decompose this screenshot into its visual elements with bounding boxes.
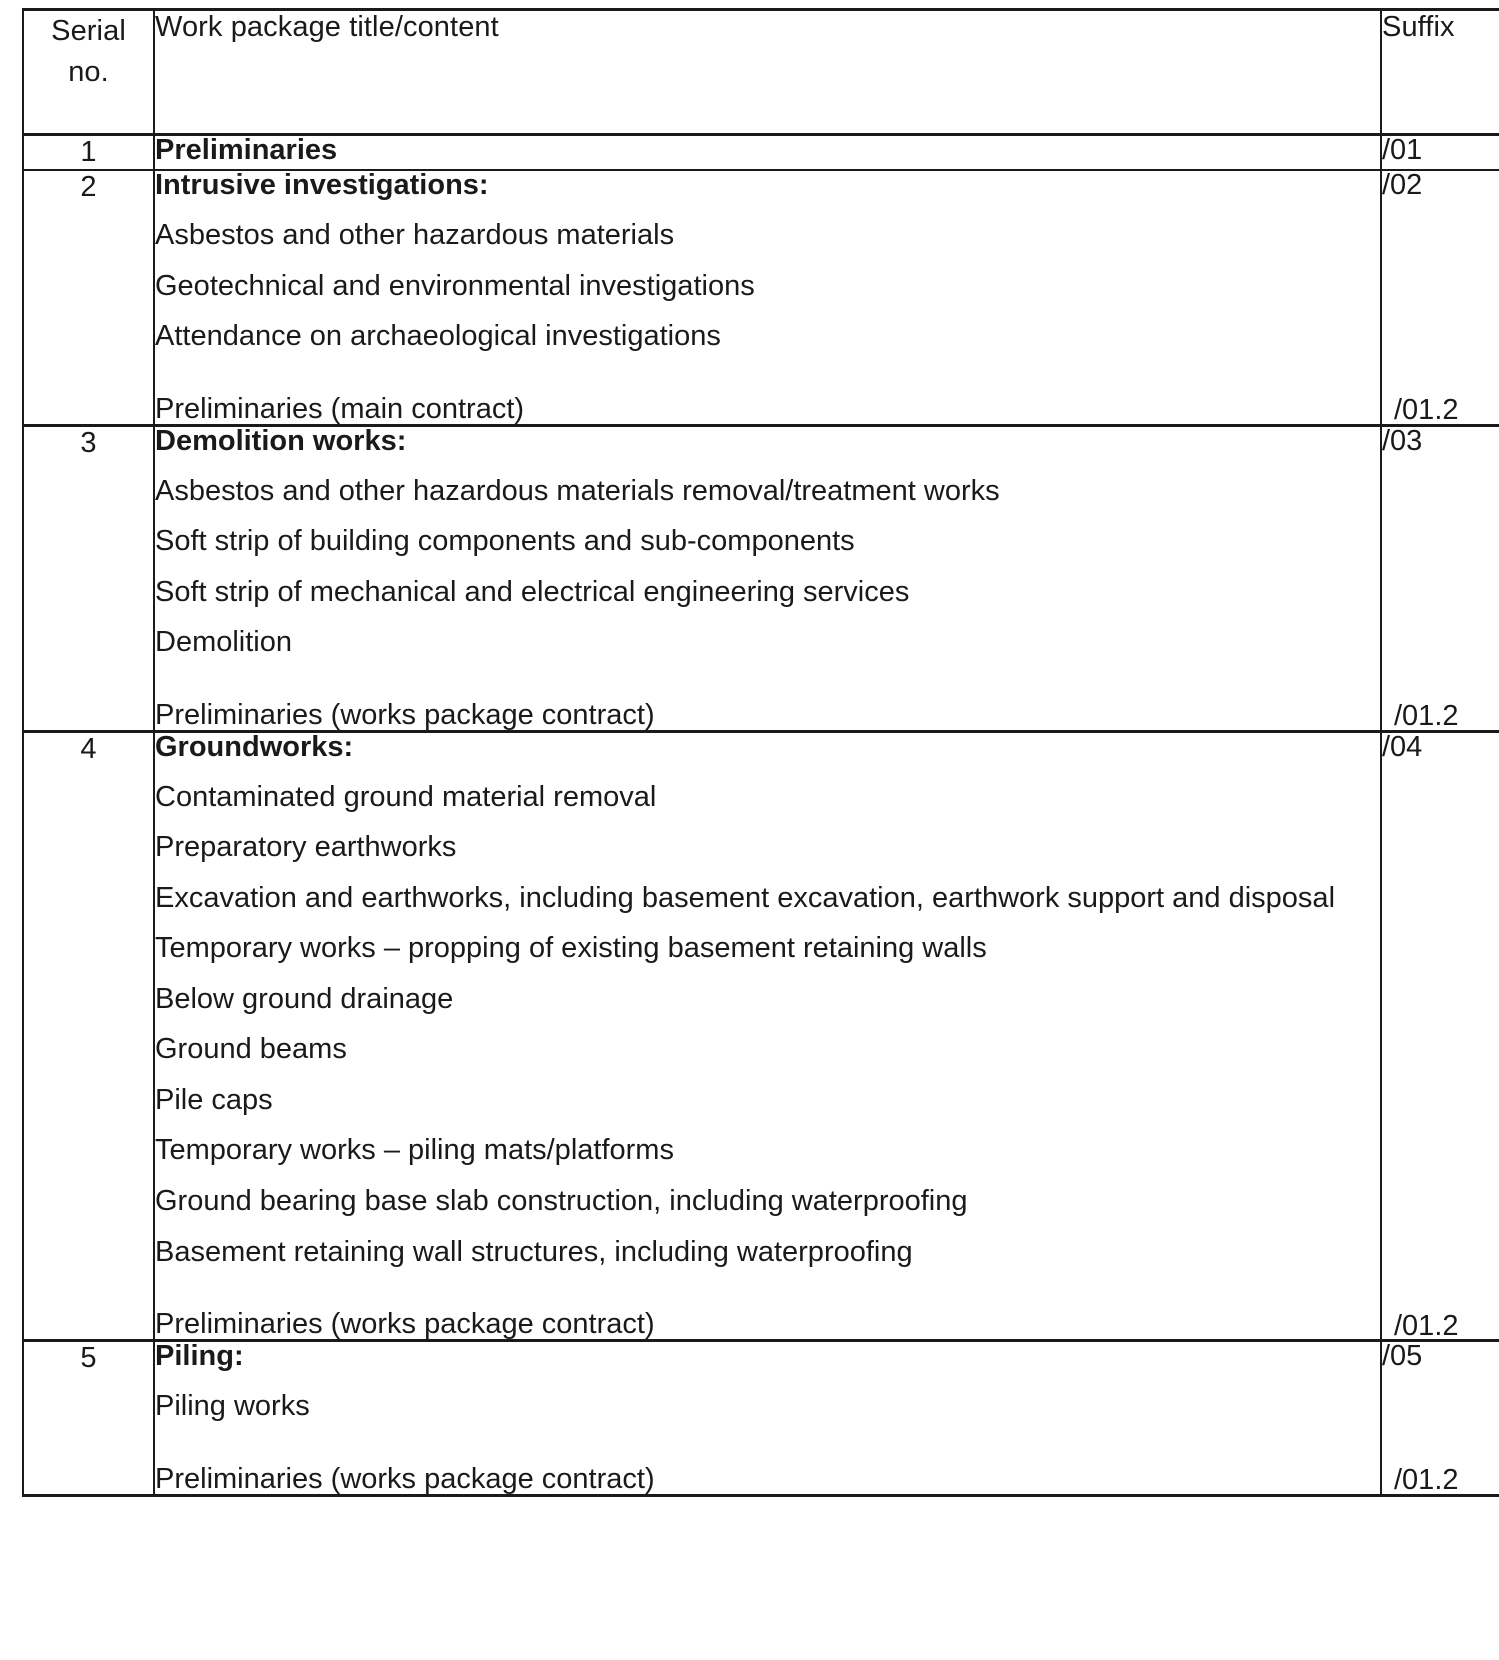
serial-number-cell: 2 xyxy=(23,170,154,425)
suffix-primary: /01 xyxy=(1382,134,1423,166)
table-row xyxy=(23,170,1499,425)
serial-number-cell: 5 xyxy=(23,1341,154,1496)
column-header-serial-line1: Serial xyxy=(51,15,126,47)
work-package-title: Preliminaries xyxy=(155,134,338,166)
suffix-cell xyxy=(1381,731,1499,1340)
preliminaries-line: Preliminaries (works package contract) xyxy=(155,1308,655,1341)
work-package-item: Temporary works – propping of existing basement retaining walls xyxy=(155,932,987,965)
work-package-title: Demolition works: xyxy=(155,424,407,457)
work-package-title: Piling: xyxy=(155,1340,244,1373)
work-package-item: Below ground drainage xyxy=(155,982,454,1015)
work-package-item: Contaminated ground material removal xyxy=(155,780,657,813)
work-package-item: Preparatory earthworks xyxy=(155,831,457,864)
work-package-item: Temporary works – piling mats/platforms xyxy=(155,1134,674,1167)
table-row xyxy=(23,731,1499,1340)
table-header xyxy=(23,10,1499,135)
column-header-suffix: Suffix xyxy=(1381,10,1499,135)
work-package-item: Excavation and earthworks, including basement excavation, earthwork support and disposal xyxy=(155,881,1336,914)
column-header-work-package: Work package title/content xyxy=(154,10,1381,135)
preliminaries-line: Preliminaries (works package contract) xyxy=(155,698,655,731)
header-row xyxy=(23,10,1499,135)
table-row xyxy=(23,135,1499,171)
serial-number-cell: 1 xyxy=(23,135,154,171)
work-package-content-cell xyxy=(154,425,1381,731)
work-package-content-cell xyxy=(154,731,1381,1340)
work-package-item: Piling works xyxy=(155,1390,310,1423)
work-package-item: Demolition xyxy=(155,626,292,659)
suffix-primary: /03 xyxy=(1382,424,1423,457)
preliminaries-line: Preliminaries (main contract) xyxy=(155,392,525,425)
serial-number-cell: 4 xyxy=(23,731,154,1340)
work-package-item: Ground bearing base slab construction, including waterproofing xyxy=(155,1184,968,1217)
work-package-item: Basement retaining wall structures, including waterproofing xyxy=(155,1235,913,1268)
work-package-item: Pile caps xyxy=(155,1083,273,1116)
table-row xyxy=(23,1341,1499,1496)
serial-number-cell: 3 xyxy=(23,425,154,731)
table-body xyxy=(23,135,1499,1496)
suffix-cell xyxy=(1381,170,1499,425)
suffix-cell xyxy=(1381,1341,1499,1496)
suffix-secondary: /01.2 xyxy=(1394,700,1459,733)
suffix-cell xyxy=(1381,425,1499,731)
preliminaries-line: Preliminaries (works package contract) xyxy=(155,1462,655,1495)
suffix-secondary: /01.2 xyxy=(1394,1464,1459,1497)
suffix-cell xyxy=(1381,135,1499,171)
column-header-serial-no xyxy=(23,10,154,135)
suffix-primary: /05 xyxy=(1382,1340,1423,1373)
suffix-secondary: /01.2 xyxy=(1394,1309,1459,1342)
table-row xyxy=(23,425,1499,731)
suffix-primary: /04 xyxy=(1382,730,1423,763)
work-package-item: Asbestos and other hazardous materials removal/treatment works xyxy=(155,474,1000,507)
suffix-primary: /02 xyxy=(1382,169,1423,201)
work-package-title: Intrusive investigations: xyxy=(155,169,489,201)
work-package-item: Attendance on archaeological investigations xyxy=(155,320,721,353)
work-package-content-cell xyxy=(154,135,1381,171)
work-package-item: Asbestos and other hazardous materials xyxy=(155,219,675,251)
work-package-item: Ground beams xyxy=(155,1033,347,1066)
work-package-item: Soft strip of mechanical and electrical engineering services xyxy=(155,575,910,608)
work-package-title: Groundworks: xyxy=(155,730,354,763)
work-package-content-cell xyxy=(154,1341,1381,1496)
work-package-item: Geotechnical and environmental investigations xyxy=(155,269,755,302)
work-package-content-cell xyxy=(154,170,1381,425)
work-package-item: Soft strip of building components and sub-components xyxy=(155,525,855,558)
column-header-serial-line2: no. xyxy=(68,56,109,89)
suffix-secondary: /01.2 xyxy=(1394,393,1459,426)
work-package-table xyxy=(22,8,1499,1497)
